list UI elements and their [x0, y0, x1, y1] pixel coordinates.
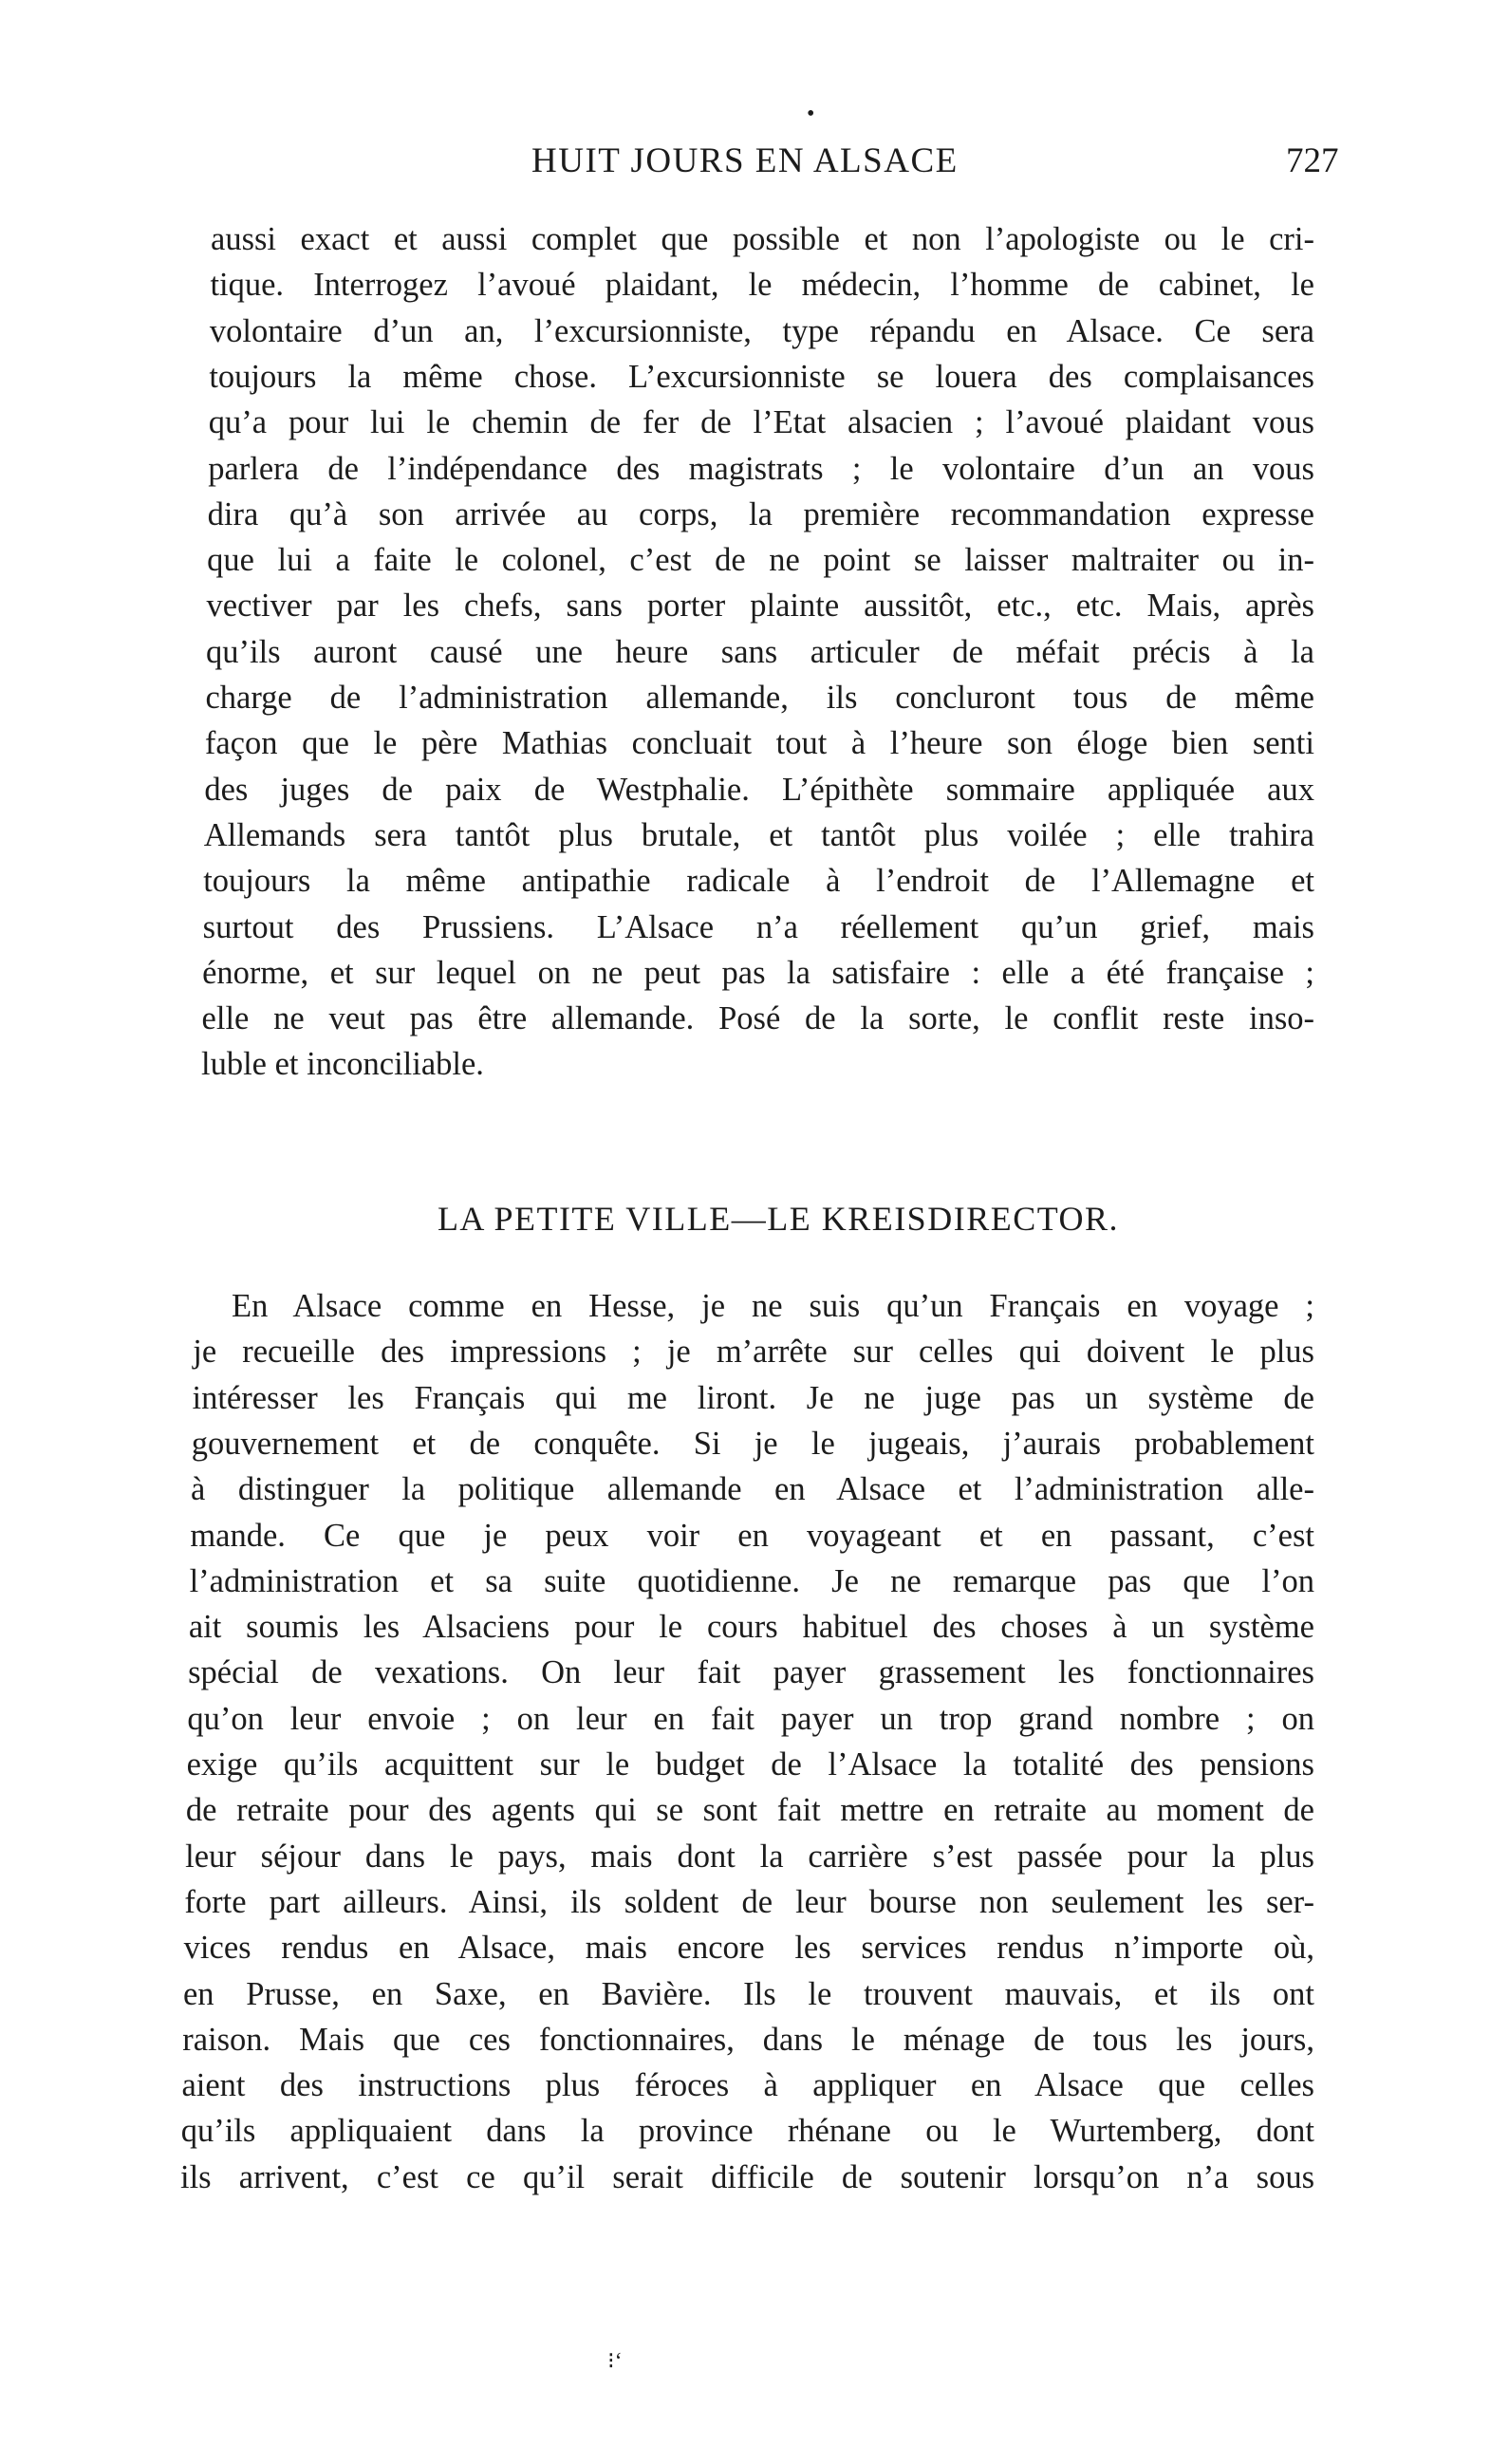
text-line: énorme, et sur lequel on ne peut pas la satisfaire : elle a été française ; — [202, 954, 1314, 991]
text-line: que lui a faite le colonel, c’est de ne point se laisser maltraiter ou in- — [207, 542, 1314, 579]
text-line: qu’a pour lui le chemin de fer de l’Etat alsacien ; l’avoué plaidant vous — [208, 404, 1314, 441]
text-line: ait soumis les Alsaciens pour le cours habituel des choses à un système — [188, 1609, 1314, 1646]
text-line: tique. Interrogez l’avoué plaidant, le médecin, l’homme de cabinet, le — [210, 267, 1314, 304]
running-title: HUIT JOURS EN ALSACE — [531, 141, 959, 180]
page-mark: • — [807, 102, 815, 126]
section-heading: LA PETITE VILLE—LE KREISDIRECTOR. — [437, 1200, 1120, 1238]
text-line: vectiver par les chefs, sans porter plainte aussitôt, etc., etc. Mais, après — [206, 588, 1314, 625]
text-line: je recueille des impressions ; je m’arrête sur celles qui doivent le plus — [193, 1334, 1314, 1371]
text-line: elle ne veut pas être allemande. Posé de la sorte, le conflit reste inso- — [201, 1000, 1314, 1037]
text-line: raison. Mais que ces fonctionnaires, dans le ménage de tous les jours, — [182, 2021, 1314, 2058]
text-line: aient des instructions plus féroces à appliquer en Alsace que celles — [181, 2067, 1314, 2104]
text-line: qu’ils appliquaient dans la province rhénane ou le Wurtemberg, dont — [180, 2113, 1314, 2150]
text-line: qu’ils auront causé une heure sans articuler de méfait précis à la — [206, 633, 1314, 670]
text-line: surtout des Prussiens. L’Alsace n’a réellement qu’un grief, mais — [202, 908, 1314, 945]
footer-mark: ⁝‘ — [607, 2349, 623, 2374]
text-line: aussi exact et aussi complet que possible et non l’apologiste ou le cri- — [211, 221, 1314, 257]
text-line: toujours la même chose. L’excursionniste se louera des complaisances — [209, 358, 1314, 395]
text-line: des juges de paix de Westphalie. L’épithète sommaire appliquée aux — [204, 771, 1314, 808]
text-line: gouvernement et de conquête. Si je le jugeais, j’aurais probablement — [191, 1425, 1314, 1462]
text-line: façon que le père Mathias concluait tout à l’heure son éloge bien senti — [204, 725, 1314, 762]
running-head — [0, 133, 1509, 190]
text-line: volontaire d’un an, l’excursionniste, type répandu en Alsace. Ce sera — [209, 312, 1314, 349]
text-line: Allemands sera tantôt plus brutale, et tantôt plus voilée ; elle trahira — [203, 816, 1314, 853]
text-line: vices rendus en Alsace, mais encore les services rendus n’importe où, — [183, 1930, 1314, 1967]
text-line: intéresser les Français qui me liront. Je ne juge pas un système de — [192, 1379, 1314, 1416]
text-line: en Prusse, en Saxe, en Bavière. Ils le trouvent mauvais, et ils ont — [182, 1975, 1314, 2012]
page-number: 727 — [1286, 141, 1339, 180]
text-line: de retraite pour des agents qui se sont fait mettre en retraite au moment de — [185, 1792, 1314, 1829]
text-line: qu’on leur envoie ; on leur en fait payer un trop grand nombre ; on — [187, 1700, 1314, 1737]
text-line: l’administration et sa suite quotidienne. Je ne remarque pas que l’on — [189, 1562, 1314, 1599]
text-line: charge de l’administration allemande, ils concluront tous de même — [205, 680, 1314, 716]
text-line: En Alsace comme en Hesse, je ne suis qu’un Français en voyage ; — [232, 1288, 1314, 1324]
text-line: luble et inconciliable. — [201, 1046, 484, 1083]
text-line: mande. Ce que je peux voir en voyageant et en passant, c’est — [190, 1517, 1314, 1554]
text-line: exige qu’ils acquittent sur le budget de l’Alsace la totalité des pensions — [186, 1746, 1314, 1783]
text-line: ils arrivent, c’est ce qu’il serait difficile de soutenir lorsqu’on n’a sous — [180, 2158, 1314, 2195]
text-line: forte part ailleurs. Ainsi, ils soldent de leur bourse non seulement les ser- — [184, 1883, 1314, 1920]
text-line: parlera de l’indépendance des magistrats ; le volontaire d’un an vous — [208, 450, 1314, 487]
text-line: toujours la même antipathie radicale à l’endroit de l’Allemagne et — [203, 863, 1314, 900]
text-line: dira qu’à son arrivée au corps, la première recommandation expresse — [207, 495, 1314, 532]
text-line: spécial de vexations. On leur fait payer grassement les fonctionnaires — [188, 1654, 1314, 1691]
text-line: leur séjour dans le pays, mais dont la carrière s’est passée pour la plus — [185, 1838, 1314, 1875]
text-line: à distinguer la politique allemande en Alsace et l’administration alle- — [191, 1471, 1314, 1508]
